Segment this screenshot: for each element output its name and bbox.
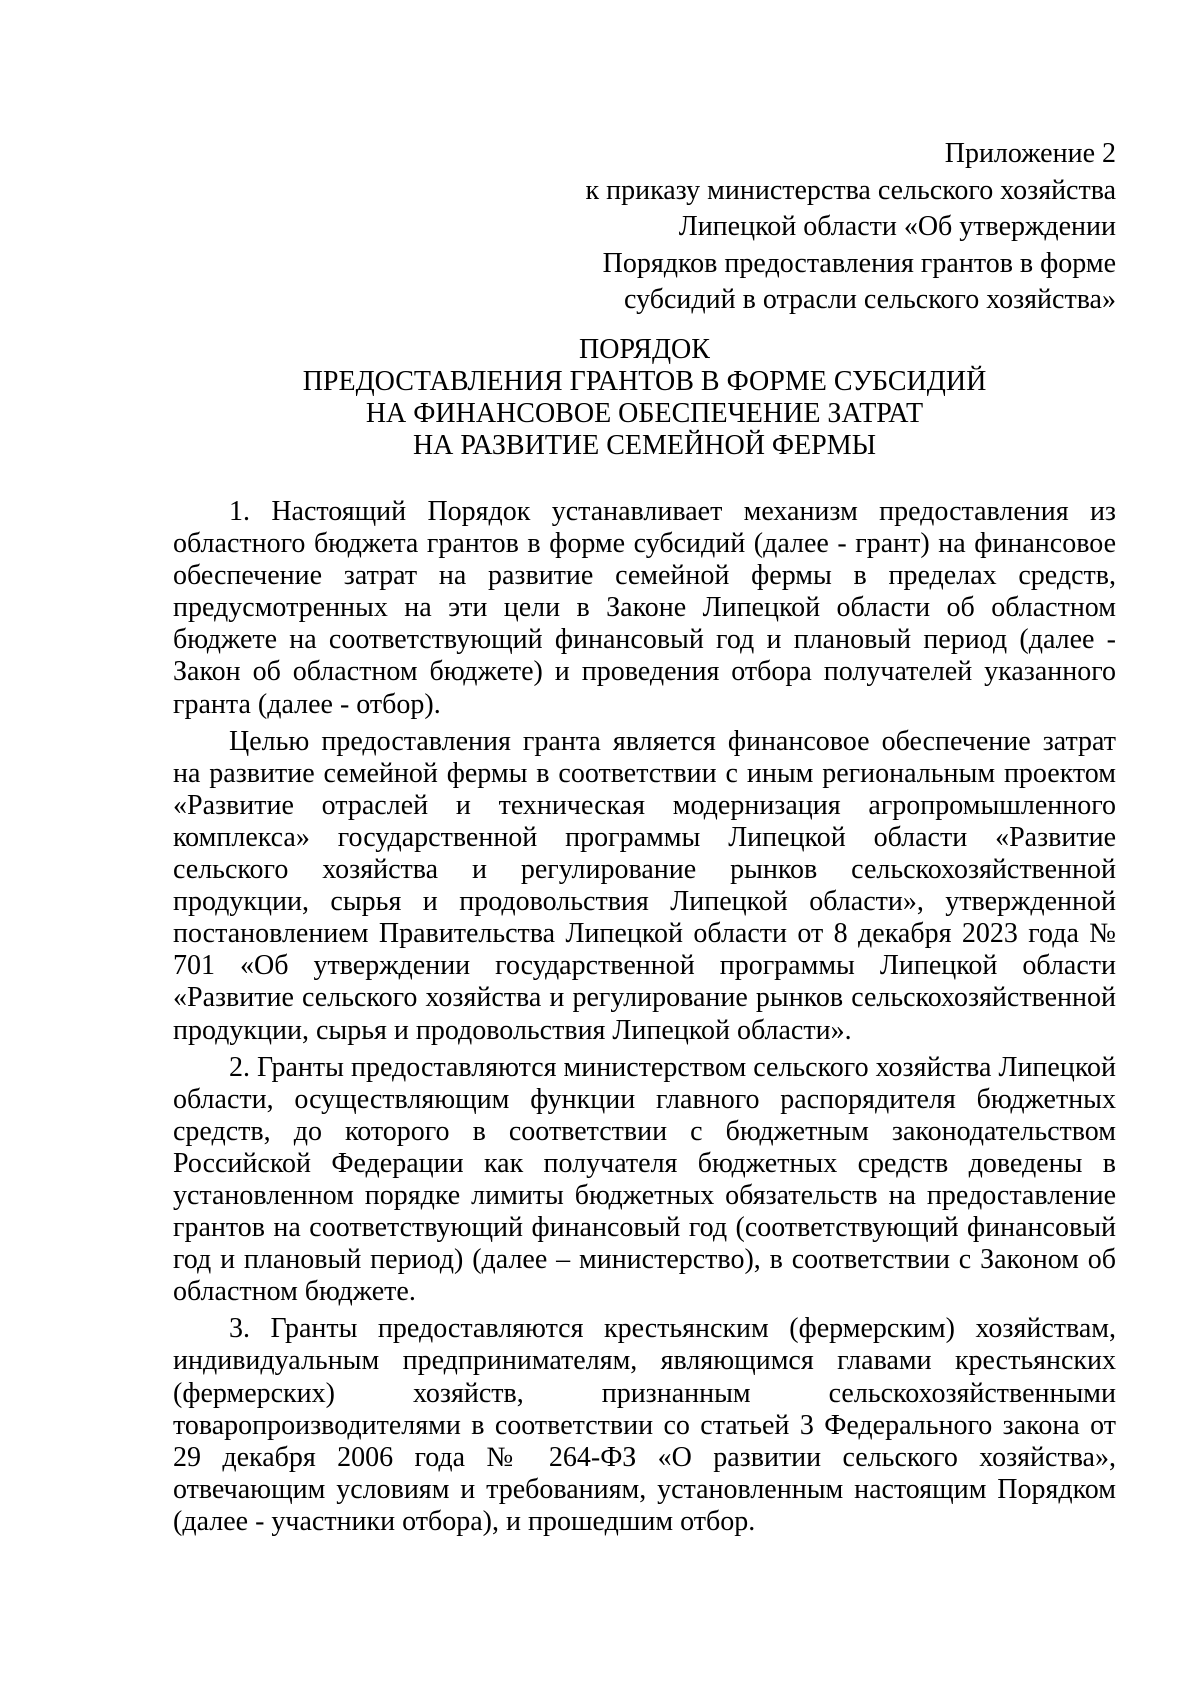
document-body: [173, 496, 1116, 1543]
appendix-header: [496, 136, 1116, 319]
appendix-line: Приложение 2: [944, 138, 1116, 169]
title-line: ПОРЯДОК: [579, 334, 710, 365]
title-line: НА РАЗВИТИЕ СЕМЕЙНОЙ ФЕРМЫ: [412, 430, 877, 461]
appendix-line: Порядков предоставления грантов в форме: [602, 247, 1116, 279]
paragraph: 1. Настоящий Порядок устанавливает механизм предоставления из областного бюджета грантов в форме субсидий (далее - грант) на финансовое обеспечение затрат на развитие семейной фермы в пределах средств, предусмотренных на эти цели в Законе Липецкой области об областном бюджете на соответствующий финансовый год и плановый период (далее - Закон об областном бюджете) и проведения отбора получателей указанного гранта (далее - отбор).: [173, 496, 1116, 720]
paragraph: 3. Гранты предоставляются крестьянским (фермерским) хозяйствам, индивидуальным предпринимателям, являющимся главами крестьянских (фермерских) хозяйств, признанным сельскохозяйственными товаропроизводителями в соответствии со статьей 3 Федерального закона от 29 декабря 2006 года № 264-ФЗ «О развитии сельского хозяйства», отвечающим условиям и требованиям, установленным настоящим Порядком (далее - участники отбора), и прошедшим отбор.: [173, 1313, 1116, 1537]
appendix-line: к приказу министерства сельского хозяйства: [585, 174, 1116, 206]
appendix-line: субсидий в отрасли сельского хозяйства»: [624, 284, 1116, 315]
title-line: ПРЕДОСТАВЛЕНИЯ ГРАНТОВ В ФОРМЕ СУБСИДИЙ: [302, 366, 987, 397]
paragraph: 2. Гранты предоставляются министерством сельского хозяйства Липецкой области, осуществляющим функции главного распорядителя бюджетных средств, до которого в соответствии с бюджетным законодательством Российской Федерации как получателя бюджетных средств доведены в установленном порядке лимиты бюджетных обязательств на предоставление грантов на соответствующий финансовый год (соответствующий финансовый год и плановый период) (далее – министерство), в соответствии с Законом об областном бюджете.: [173, 1051, 1116, 1308]
title-line: НА ФИНАНСОВОЕ ОБЕСПЕЧЕНИЕ ЗАТРАТ: [365, 398, 924, 429]
document-title: [173, 334, 1116, 462]
appendix-line: Липецкой области «Об утверждении: [678, 211, 1116, 242]
paragraph: Целью предоставления гранта является финансовое обеспечение затрат на развитие семейной фермы в соответствии с иным региональным проектом «Развитие отраслей и техническая модернизация агропромышленного комплекса» государственной программы Липецкой области «Развитие сельского хозяйства и регулирование рынков сельскохозяйственной продукции, сырья и продовольствия Липецкой области», утвержденной постановлением Правительства Липецкой области от 8 декабря 2023 года № 701 «Об утверждении государственной программы Липецкой области «Развитие сельского хозяйства и регулирование рынков сельскохозяйственной продукции, сырья и продовольствия Липецкой области».: [173, 725, 1116, 1046]
